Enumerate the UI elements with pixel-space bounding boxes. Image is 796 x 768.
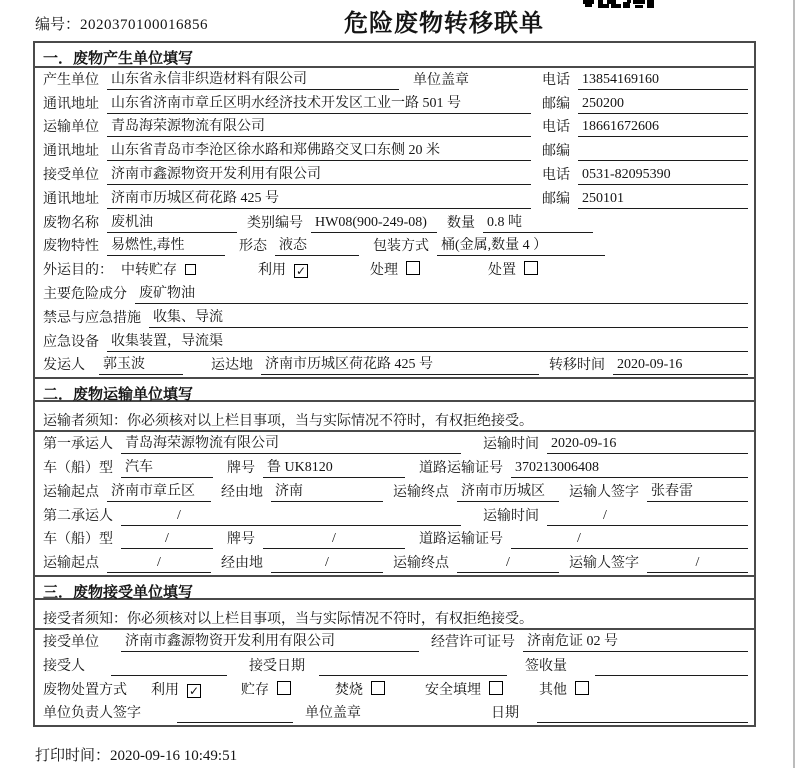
phone-field [542,118,748,137]
row-hazard-components [35,282,754,306]
option-label: 中转贮存 [121,263,177,279]
row-first-carrier [35,432,754,456]
vehicle-type-label: 车（船）型 [43,532,113,548]
checkbox-store [277,681,291,695]
physical-form-label: 形态 [239,239,267,255]
print-time-value: 2020-09-16 10:49:51 [110,748,238,764]
second-carrier-value: / [121,507,461,526]
hazard-components-label: 主要危险成分 [43,286,127,302]
section1-header: 一．废物产生单位填写 [35,43,754,68]
option-label: 利用 [258,263,286,279]
taboo-measures-label: 禁忌与应急措施 [43,310,141,326]
option-dispose [488,261,538,280]
quantity-label: 数量 [447,215,475,231]
signed-amount-value [595,657,748,676]
endpoint-label: 运输终点 [393,484,449,500]
receive-unit-value: 济南市鑫源物资开发利用有限公司 [107,166,531,185]
checkmark: ✓ [295,264,307,279]
origin-value: 济南市章丘区 [107,483,211,502]
receiving-unit-value: 济南市鑫源物资开发利用有限公司 [121,633,419,652]
responsible-signature-label: 单位负责人签字 [43,706,141,722]
row-shipper [35,354,754,378]
zip-label: 邮编 [542,96,570,112]
quantity-value: 0.8 吨 [483,214,593,233]
plate-number-value: 鲁 UK8120 [263,459,405,478]
date-label: 日期 [491,706,519,722]
produce-unit-label: 产生单位 [43,72,99,88]
first-carrier-value: 青岛海荣源物流有限公司 [121,435,461,454]
transfer-purpose-label: 外运目的： [43,263,113,279]
waste-traits-value: 易燃性,毒性 [107,237,225,256]
checkbox-transit-storage [185,264,196,275]
address-label: 通讯地址 [43,144,99,160]
row-taboo-measures [35,306,754,330]
emergency-equipment-value: 收集装置，导流渠 [107,333,748,352]
address-label: 通讯地址 [43,191,99,207]
category-code-label: 类别编号 [247,215,303,231]
row-transporter-address [35,139,754,163]
checkbox-treat [406,261,420,275]
checkbox-landfill [489,681,503,695]
row-produce-unit [35,68,754,92]
row-transfer-purpose [35,258,754,282]
carrier-signature-label: 运输人签字 [569,484,639,500]
via-value: / [271,554,383,573]
signed-amount-label: 签收量 [525,658,567,674]
date-value [537,704,748,723]
row-receive-unit [35,163,754,187]
receive-unit-label: 接受单位 [43,167,99,183]
phone-label: 电话 [542,72,570,88]
option-label: 处置 [488,263,516,279]
shipper-value: 郭玉波 [99,356,183,375]
address-value: 山东省济南市章丘区明水经济技术开发区工业一路 501 号 [107,95,531,114]
zip-value [578,142,748,161]
waste-traits-label: 废物特性 [43,239,99,255]
phone-value: 18661672606 [578,118,748,137]
section2-header: 二．废物运输单位填写 [35,377,754,402]
phone-label: 电话 [542,167,570,183]
document-number-label: 编号： [35,17,81,33]
produce-unit-value: 山东省永信非织造材料有限公司 [107,71,399,90]
option-utilize [258,262,308,280]
carrier-signature-label: 运输人签字 [569,556,639,572]
waste-name-label: 废物名称 [43,215,99,231]
first-carrier-label: 第一承运人 [43,437,113,453]
zip-field [542,95,748,114]
category-code-value: HW08(900-249-08) [311,214,437,233]
disposal-method-label: 废物处置方式 [43,682,127,698]
checkbox-utilize [187,684,201,698]
carrier-signature-value: / [647,554,748,573]
carrier-signature-value: 张春雷 [647,483,748,502]
origin-label: 运输起点 [43,556,99,572]
address-value: 济南市历城区荷花路 425 号 [107,190,531,209]
phone-value: 13854169160 [578,71,748,90]
option-label: 贮存 [241,682,269,698]
checkbox-utilize [294,264,308,278]
destination-label: 运达地 [211,358,253,374]
transport-time-label: 运输时间 [483,437,539,453]
option-incinerate [335,681,385,700]
unit-seal-label: 单位盖章 [413,72,469,88]
road-permit-value: 370213006408 [511,459,748,478]
taboo-measures-value: 收集、导流 [149,309,748,328]
checkbox-dispose [524,261,538,275]
origin-value: / [107,554,211,573]
option-treat [370,261,420,280]
zip-field [542,142,748,161]
shipper-label: 发运人 [43,358,85,374]
destination-value: 济南市历城区荷花路 425 号 [261,356,539,375]
option-label: 安全填埋 [425,682,481,698]
phone-value: 0531-82095390 [578,166,748,185]
zip-label: 邮编 [542,144,570,160]
phone-label: 电话 [542,120,570,136]
row-second-carrier [35,504,754,528]
endpoint-value: / [457,554,559,573]
option-transit-storage [121,262,196,280]
option-utilize [151,682,201,700]
address-label: 通讯地址 [43,96,99,112]
packing-label: 包装方式 [373,239,429,255]
print-time-label: 打印时间： [35,748,111,764]
via-label: 经由地 [221,484,263,500]
row-emergency-equipment [35,330,754,354]
packing-value: 桶(金属,数量 4 ） [437,237,605,256]
option-label: 处理 [370,263,398,279]
row-route-2 [35,551,754,575]
via-label: 经由地 [221,556,263,572]
plate-number-label: 牌号 [227,460,255,476]
receiver-notice: 接受者须知：你必须核对以上栏目事项，当与实际情况不符时，有权拒绝接受。 [35,600,754,630]
checkbox-incinerate [371,681,385,695]
road-permit-value: / [511,530,748,549]
transport-time-label: 运输时间 [483,508,539,524]
transport-time-value: 2020-09-16 [547,435,748,454]
business-license-value: 济南危证 02 号 [523,633,748,652]
document-number-value: 2020370100016856 [80,17,209,33]
option-other [539,681,589,700]
transfer-time-value: 2020-09-16 [613,356,748,375]
receive-date-value [319,657,507,676]
transport-time-value: / [547,507,748,526]
origin-label: 运输起点 [43,484,99,500]
receive-date-label: 接受日期 [249,658,305,674]
transport-unit-value: 青岛海荣源物流有限公司 [107,118,531,137]
row-receiver-person [35,654,754,678]
road-permit-label: 道路运输证号 [419,532,503,548]
row-waste-name [35,211,754,235]
phone-field [542,71,748,90]
unit-seal-label: 单位盖章 [305,706,361,722]
endpoint-label: 运输终点 [393,556,449,572]
transporter-notice: 运输者须知：你必须核对以上栏目事项，当与实际情况不符时，有权拒绝接受。 [35,402,754,432]
checkmark: ✓ [188,683,200,698]
transfer-time-label: 转移时间 [549,358,605,374]
phone-field [542,166,748,185]
row-route-1 [35,480,754,504]
row-waste-traits [35,235,754,259]
zip-field [542,190,748,209]
page-right-edge [793,0,795,768]
row-responsible-signature [35,702,754,726]
road-permit-label: 道路运输证号 [419,460,503,476]
qr-code-fragment [583,0,655,11]
waste-name-value: 废机油 [107,214,237,233]
transport-unit-label: 运输单位 [43,120,99,136]
vehicle-type-label: 车（船）型 [43,460,113,476]
hazard-components-value: 废矿物油 [135,285,748,304]
option-store [241,681,291,700]
option-label: 利用 [151,682,179,698]
row-vehicle-2 [35,528,754,552]
print-time [35,744,237,765]
option-landfill [425,681,503,700]
row-transport-unit [35,116,754,140]
vehicle-type-value: / [121,530,213,549]
zip-label: 邮编 [542,191,570,207]
row-receiving-unit [35,630,754,654]
endpoint-value: 济南市历城区 [457,483,559,502]
page-title: 危险废物转移联单 [344,11,544,37]
row-receiver-address [35,187,754,211]
receiver-value [111,657,227,676]
checkbox-other [575,681,589,695]
zip-value: 250101 [578,190,748,209]
receiving-unit-label: 接受单位 [43,634,99,650]
row-disposal-method [35,678,754,702]
row-producer-address [35,92,754,116]
plate-number-value: / [263,530,405,549]
physical-form-value: 液态 [275,237,359,256]
plate-number-label: 牌号 [227,532,255,548]
zip-value: 250200 [578,95,748,114]
option-label: 其他 [539,682,567,698]
vehicle-type-value: 汽车 [121,459,213,478]
emergency-equipment-label: 应急设备 [43,334,99,350]
transfer-manifest-form [33,41,756,727]
second-carrier-label: 第二承运人 [43,508,113,524]
option-label: 焚烧 [335,682,363,698]
row-vehicle-1 [35,456,754,480]
business-license-label: 经营许可证号 [431,634,515,650]
address-value: 山东省青岛市李沧区徐水路和郑佛路交叉口东侧 20 米 [107,142,531,161]
via-value: 济南 [271,483,383,502]
section3-header: 三．废物接受单位填写 [35,575,754,600]
receiver-label: 接受人 [43,658,85,674]
responsible-signature-value [177,704,293,723]
